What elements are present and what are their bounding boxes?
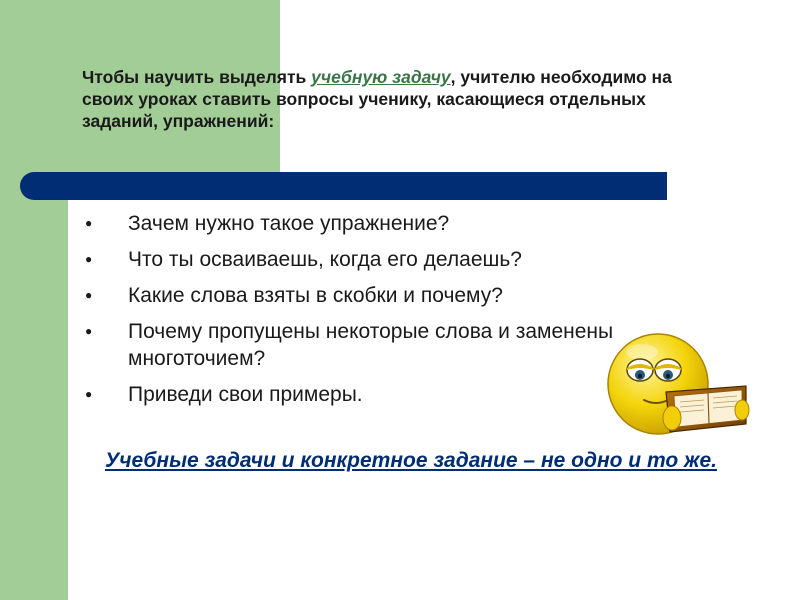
list-item	[82, 381, 642, 408]
reading-smiley-icon	[596, 330, 752, 438]
list-item-text: Почему пропущены некоторые слова и заменены многоточием?	[128, 320, 614, 370]
list-item-text: Что ты осваиваешь, когда его делаешь?	[128, 248, 522, 271]
bullet-icon: ●	[85, 216, 93, 230]
bullet-icon: ●	[85, 288, 93, 302]
question-list	[82, 210, 642, 417]
title-highlight: учебную задачу	[311, 67, 451, 87]
list-item	[82, 282, 642, 309]
title-tail: , учителю необходимо на своих уроках ставить вопросы ученику, касающиеся отдельных заданий, упражнений:	[82, 67, 672, 131]
title-divider-bar	[20, 172, 667, 200]
list-item	[82, 246, 642, 273]
list-item	[82, 318, 642, 372]
list-item-text: Приведи свои примеры.	[128, 383, 363, 406]
slide-title	[82, 66, 722, 132]
conclusion-text: Учебные задачи и конкретное задание – не одно и то же.	[104, 449, 717, 472]
list-item-text: Зачем нужно такое упражнение?	[128, 212, 450, 235]
bullet-icon: ●	[85, 324, 93, 338]
bullet-icon: ●	[85, 387, 93, 401]
list-item-text: Какие слова взяты в скобки и почему?	[128, 284, 503, 307]
bullet-icon: ●	[85, 252, 93, 266]
list-item	[82, 210, 642, 237]
title-lead: Чтобы научить выделять	[82, 67, 312, 87]
